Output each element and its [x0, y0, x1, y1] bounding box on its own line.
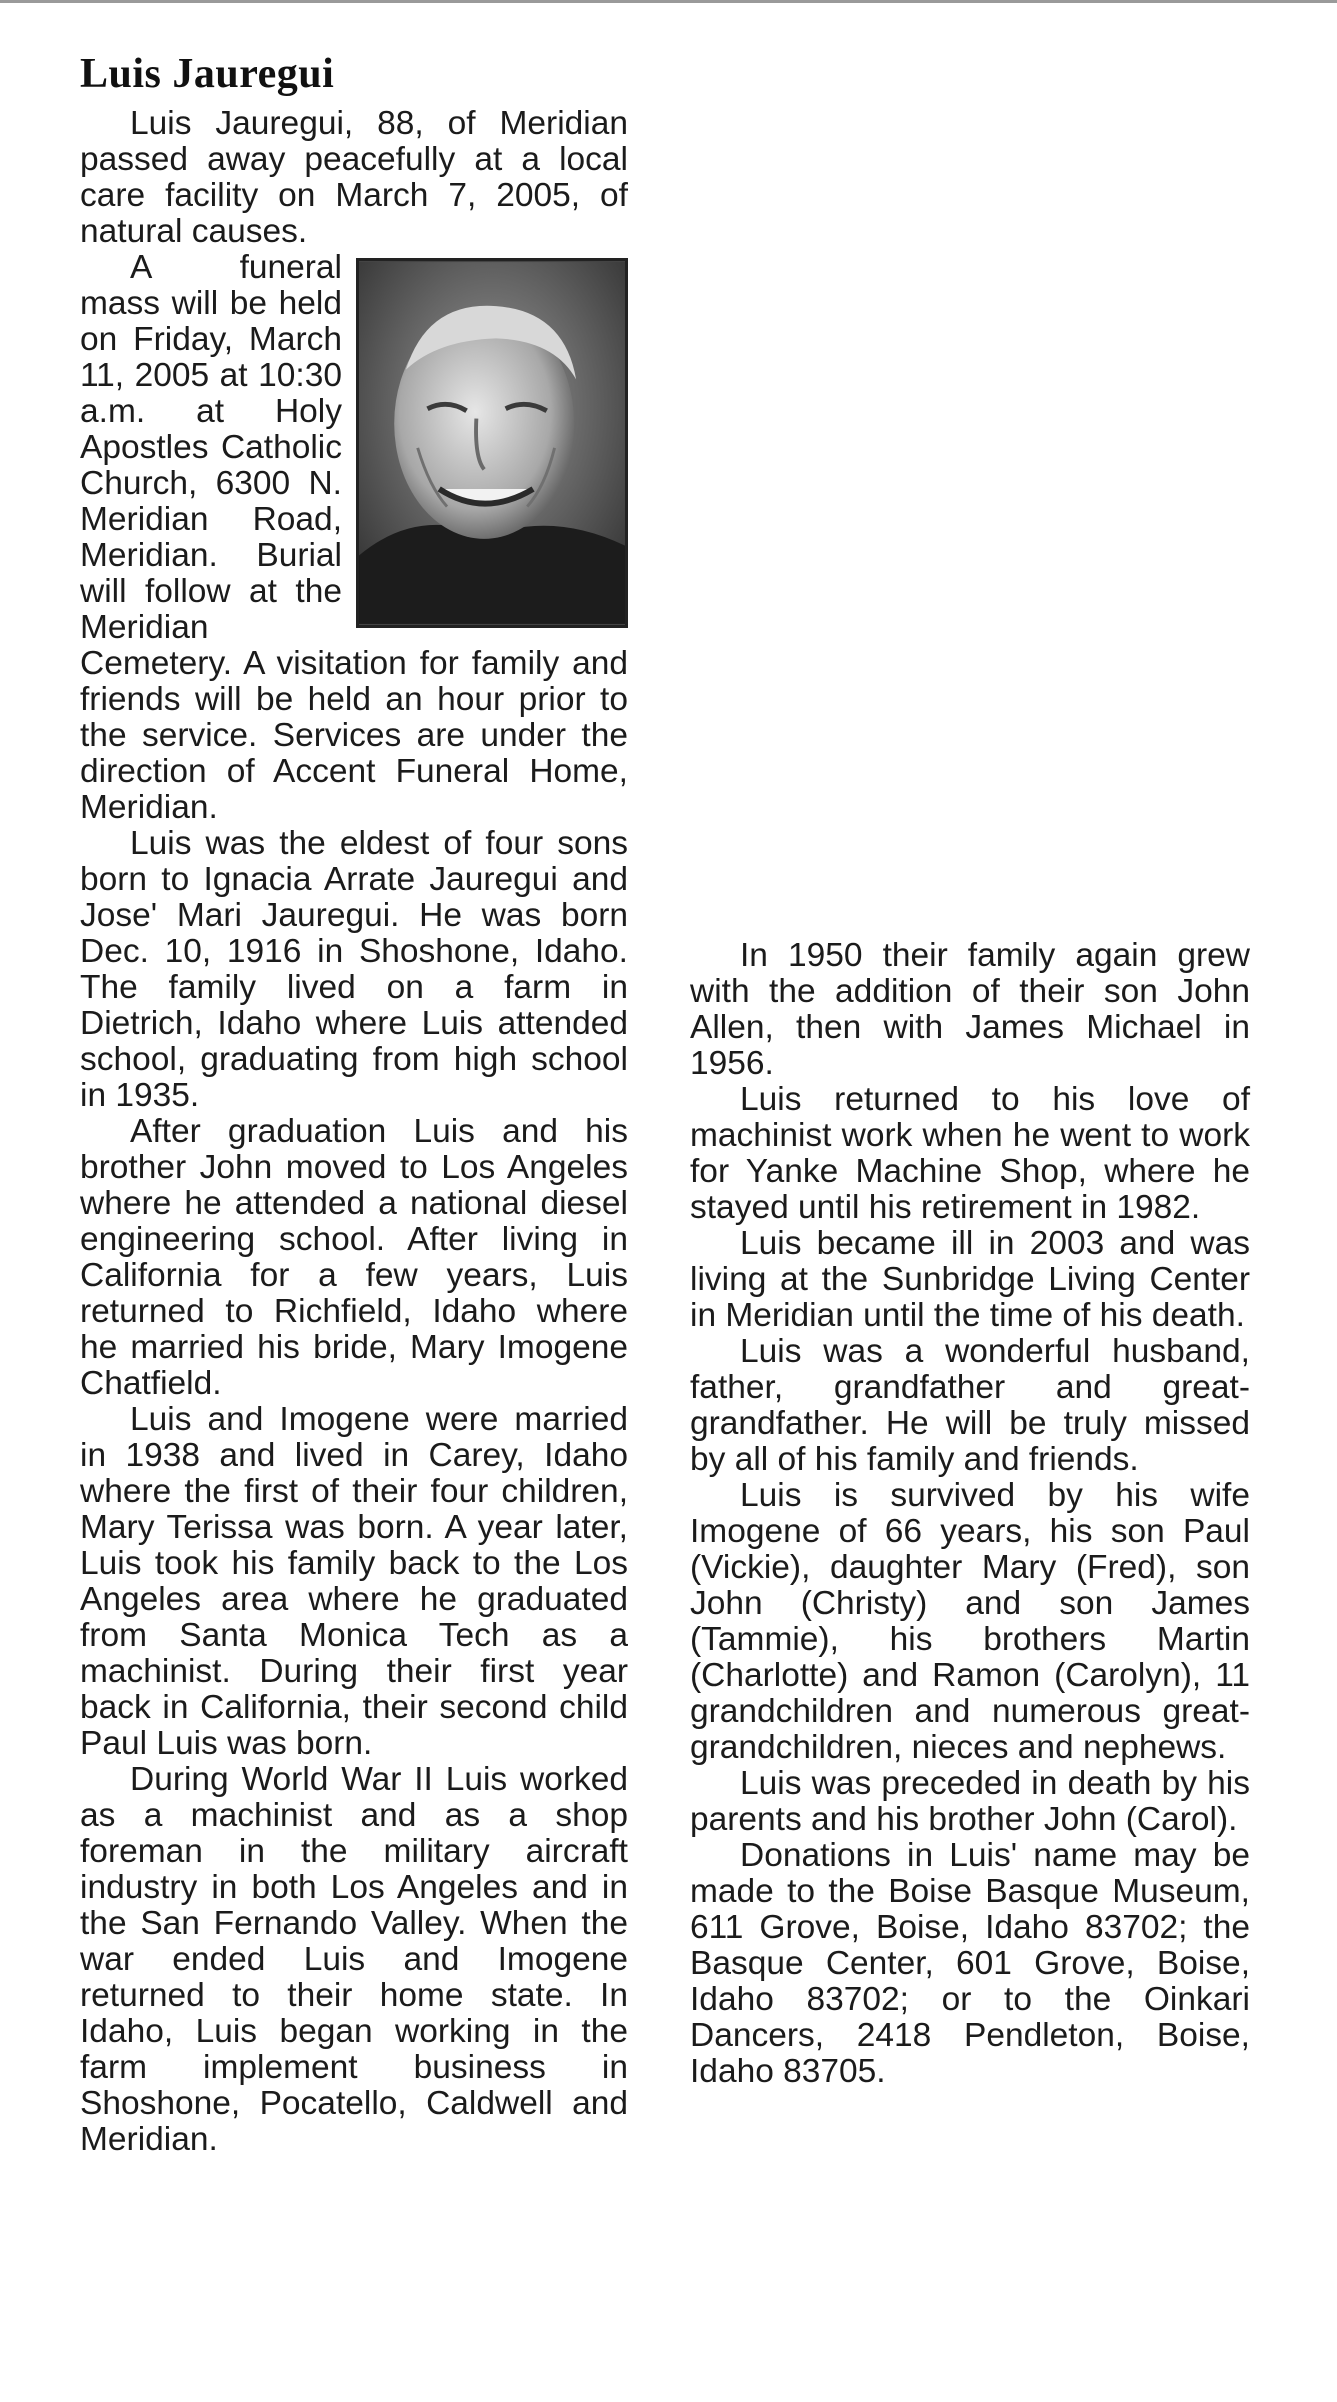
paragraph-survivors: Luis is survived by his wife Imogene of 66 years, his son Paul (Vickie), daughter Mary (Fred), son John (Christy) and son James (Tammie), his brothers Martin (Charlotte) and Ramon (Carolyn), 11 grandchildren and numerous great-grandchildren, nieces and nephews.: [690, 1477, 1250, 1766]
right-column: [690, 938, 1250, 2090]
scan-edge-line: [0, 0, 1337, 3]
paragraph-machinist-work: Luis returned to his love of machinist work when he went to work for Yanke Machine Shop, where he stayed until his retirement in 1982.: [690, 1081, 1250, 1226]
obituary-headline: Luis Jauregui: [80, 51, 335, 97]
paragraph-education: After graduation Luis and his brother John moved to Los Angeles where he attended a national diesel engineering school. After living in California for a few years, Luis returned to Richfield, Idaho where he married his bride, Mary Imogene Chatfield.: [80, 1113, 628, 1402]
paragraph-marriage: Luis and Imogene were married in 1938 and lived in Carey, Idaho where the first of their four children, Mary Terissa was born. A year later, Luis took his family back to the Los Angeles area where he graduated from Santa Monica Tech as a machinist. During their first year back in California, their second child Paul Luis was born.: [80, 1401, 628, 1762]
paragraph-birth: Luis was the eldest of four sons born to Ignacia Arrate Jauregui and Jose' Mari Jauregui. He was born Dec. 10, 1916 in Shoshone, Idaho. The family lived on a farm in Dietrich, Idaho where Luis attended school, graduating from high school in 1935.: [80, 825, 628, 1114]
paragraph-donations: Donations in Luis' name may be made to the Boise Basque Museum, 611 Grove, Boise, Idaho 83702; the Basque Center, 601 Grove, Boise, Idaho 83702; or to the Oinkari Dancers, 2418 Pendleton, Boise, Idaho 83705.: [690, 1837, 1250, 2090]
portrait-photo-image: [359, 261, 625, 625]
left-column: [80, 106, 628, 2158]
paragraph-war-years: During World War II Luis worked as a machinist and as a shop foreman in the military aircraft industry in both Los Angeles and in the San Fernando Valley. When the war ended Luis and Imogene returned to their home state. In Idaho, Luis began working in the farm implement business in Shoshone, Pocatello, Caldwell and Meridian.: [80, 1761, 628, 2158]
paragraph-funeral: A funeral mass will be held on Friday, March 11, 2005 at 10:30 a.m. at Holy Apostles Catholic Church, 6300 N. Meridian Road, Meridian. Burial will follow at the Meridian Cemetery. A visitation for family and friends will be held an hour prior to the service. Services are under the direction of Accent Funeral Home, Meridian.: [80, 249, 628, 826]
paragraph-illness: Luis became ill in 2003 and was living at the Sunbridge Living Center in Meridian until the time of his death.: [690, 1225, 1250, 1334]
paragraph-family-growth: In 1950 their family again grew with the addition of their son John Allen, then with James Michael in 1956.: [690, 937, 1250, 1082]
paragraph-intro: Luis Jauregui, 88, of Meridian passed away peacefully at a local care facility on March 7, 2005, of natural causes.: [80, 105, 628, 250]
paragraph-preceded: Luis was preceded in death by his parents and his brother John (Carol).: [690, 1765, 1250, 1838]
portrait-photo: [356, 258, 628, 628]
paragraph-tribute: Luis was a wonderful husband, father, grandfather and great-grandfather. He will be truly missed by all of his family and friends.: [690, 1333, 1250, 1478]
